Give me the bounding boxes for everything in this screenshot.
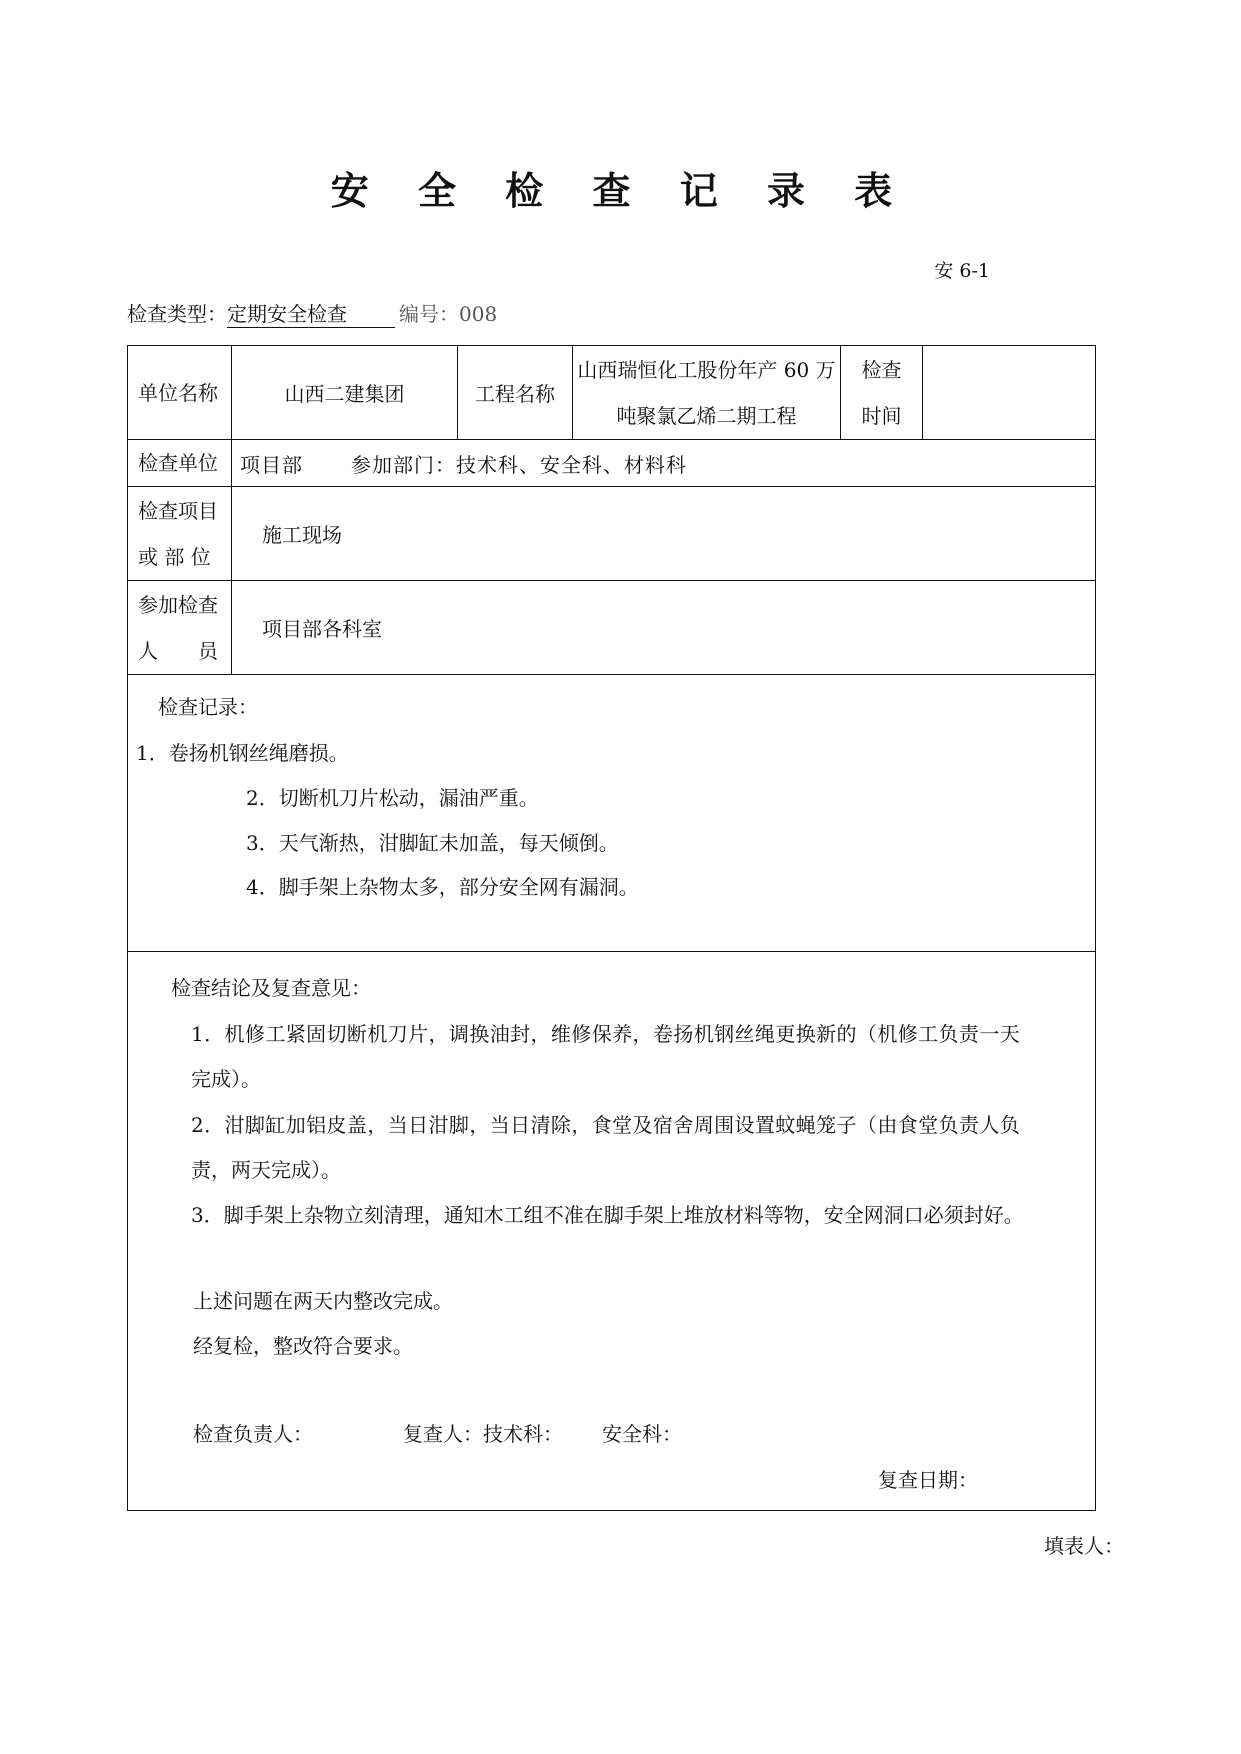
check-unit-label: 检查单位 [128, 440, 232, 487]
conclusion-cell[interactable] [128, 952, 1096, 1511]
check-time-label-line2: 时间 [861, 403, 902, 428]
item-value[interactable]: 施工现场 [232, 487, 1096, 581]
people-label [128, 581, 232, 675]
number-value[interactable]: 008 [459, 302, 498, 326]
summary-line-2: 经复检，整改符合要求。 [193, 1334, 413, 1358]
filler-label: 填表人： [1044, 1534, 1124, 1558]
item-label [128, 487, 232, 581]
conclusion-line-3: 2．泔脚缸加铝皮盖，当日泔脚，当日清除，食堂及宿舍周围设置蚊蝇笼子（由食堂负责人负 [191, 1113, 1021, 1137]
project-name-line2: 吨聚氯乙烯二期工程 [616, 403, 797, 428]
unit-name-label: 单位名称 [128, 346, 232, 440]
document-title: 安 全 检 查 记 录 表 [330, 168, 911, 213]
record-item-4: 4．脚手架上杂物太多，部分安全网有漏洞。 [246, 875, 639, 899]
record-item-2: 2．切断机刀片松动，漏油严重。 [246, 786, 539, 810]
conclusion-heading: 检查结论及复查意见： [171, 976, 371, 1000]
check-type-value[interactable]: 定期安全检查 [227, 298, 395, 328]
record-heading: 检查记录： [158, 695, 258, 719]
conclusion-line-2: 完成）。 [191, 1067, 261, 1091]
reviewer-label: 复查人：技术科： [403, 1422, 563, 1446]
conclusion-line-5: 3．脚手架上杂物立刻清理，通知木工组不准在脚手架上堆放材料等物，安全网洞口必须封好。 [191, 1203, 1024, 1227]
check-unit-value[interactable]: 项目部 [240, 452, 303, 477]
check-time-label-line1: 检查 [861, 357, 902, 382]
record-item-3: 3．天气渐热，泔脚缸未加盖，每天倾倒。 [246, 831, 619, 855]
form-code: 安 6-1 [934, 260, 990, 282]
check-time-label [841, 346, 923, 440]
check-time-value[interactable] [923, 346, 1096, 440]
check-type-line [127, 298, 497, 328]
project-name-line1: 山西瑞恒化工股份年产 60 万 [577, 357, 836, 382]
item-label-line2: 或 部 位 [138, 544, 211, 569]
dept-value[interactable]: 技术科、安全科、材料科 [456, 452, 687, 477]
inspection-table [127, 345, 1096, 1511]
record-cell[interactable] [128, 675, 1096, 952]
check-type-label: 检查类型： [127, 302, 227, 326]
project-name-label: 工程名称 [458, 346, 573, 440]
item-label-line1: 检查项目 [138, 498, 218, 523]
inspector-label: 检查负责人： [193, 1422, 313, 1446]
dept-label: 参加部门： [351, 452, 456, 477]
people-label-line2: 人 员 [138, 638, 218, 663]
review-date-label: 复查日期： [878, 1468, 978, 1492]
summary-line-1: 上述问题在两天内整改完成。 [193, 1289, 453, 1313]
conclusion-line-1: 1．机修工紧固切断机刀片，调换油封，维修保养，卷扬机钢丝绳更换新的（机修工负责一天 [191, 1022, 1021, 1046]
record-item-1: 1．卷扬机钢丝绳磨损。 [136, 741, 349, 765]
project-name-value[interactable] [573, 346, 841, 440]
safety-label: 安全科： [602, 1422, 682, 1446]
people-value[interactable]: 项目部各科室 [232, 581, 1096, 675]
people-label-line1: 参加检查 [138, 592, 218, 617]
check-unit-row [232, 440, 1096, 487]
unit-name-value[interactable]: 山西二建集团 [232, 346, 458, 440]
conclusion-line-4: 责，两天完成）。 [191, 1158, 341, 1182]
number-label: 编号： [399, 302, 459, 326]
